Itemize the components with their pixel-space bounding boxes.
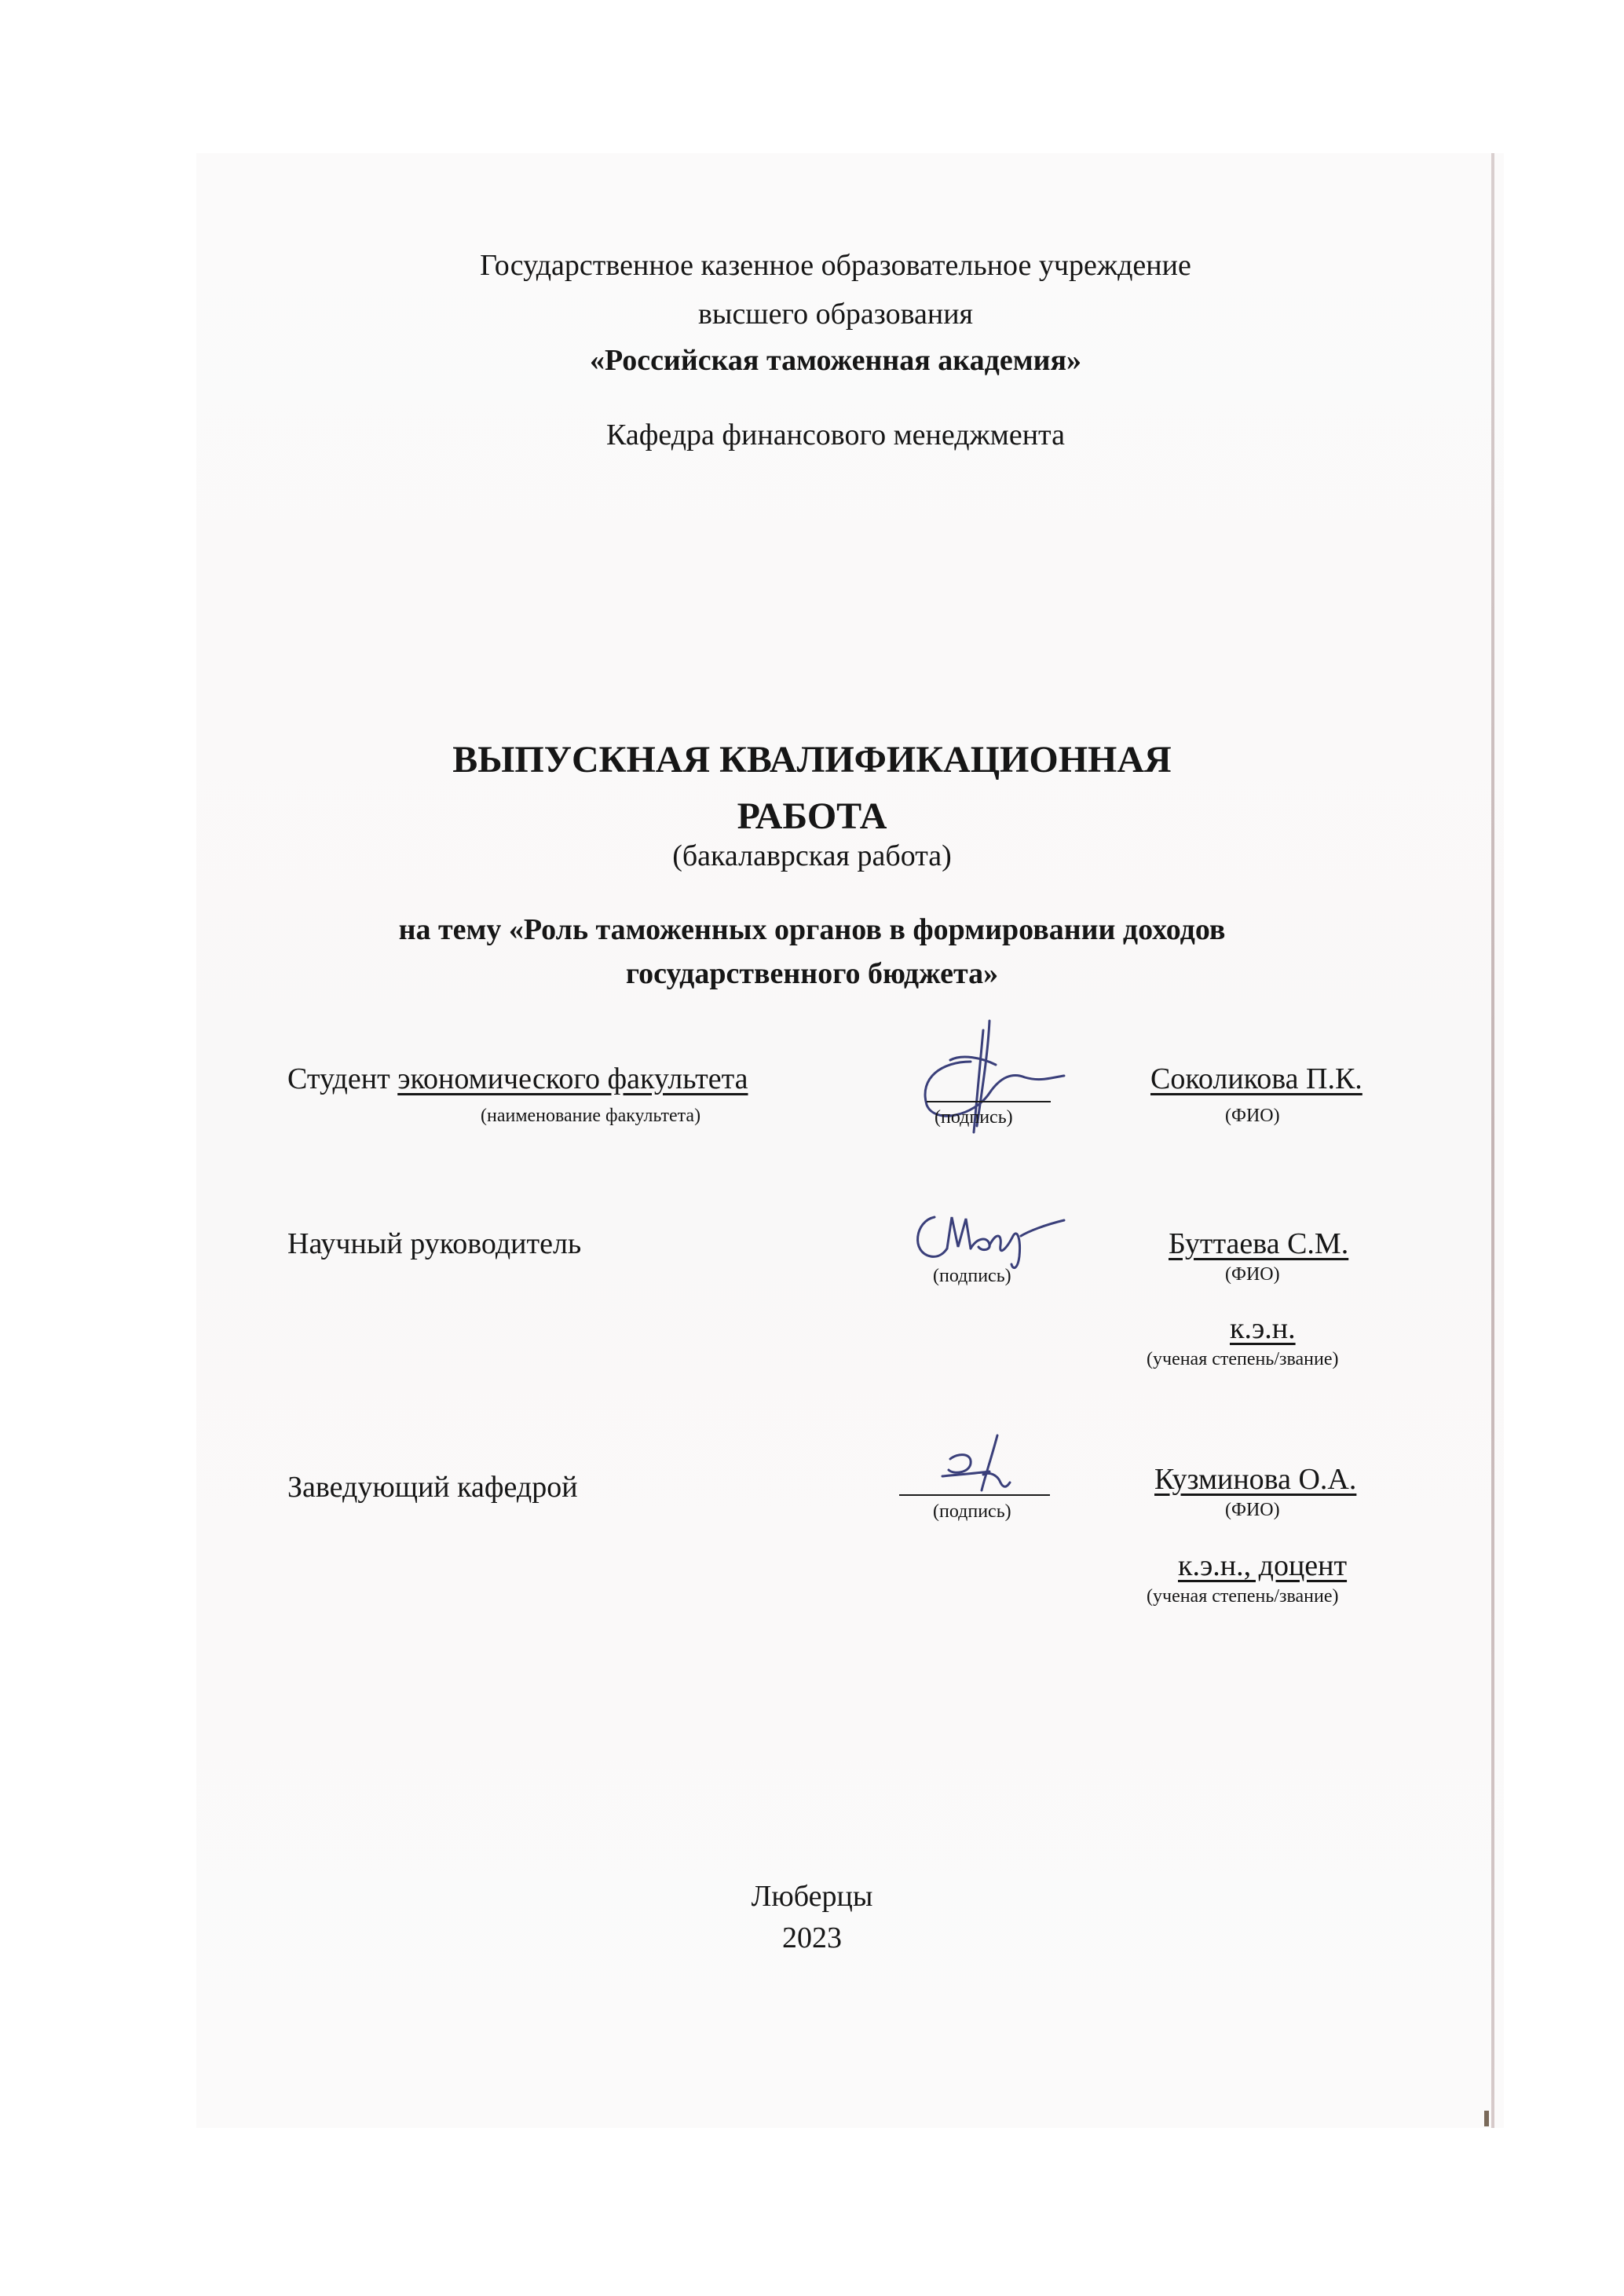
faculty-caption: (наименование факультета): [481, 1106, 701, 1126]
head-name: Кузминова О.А.: [1154, 1463, 1357, 1496]
supervisor-degree-caption: (ученая степень/звание): [1147, 1349, 1339, 1369]
student-signature-line: [927, 1101, 1051, 1102]
head-name-caption: (ФИО): [1225, 1500, 1280, 1520]
edge-mark: [1484, 2111, 1489, 2126]
supervisor-signature: [903, 1201, 1068, 1272]
head-signature-caption: (подпись): [933, 1501, 1011, 1522]
head-degree: к.э.н., доцент: [1178, 1549, 1348, 1582]
student-name-caption: (ФИО): [1225, 1106, 1280, 1126]
supervisor-signature-caption: (подпись): [933, 1266, 1011, 1286]
supervisor-name-caption: (ФИО): [1225, 1264, 1280, 1285]
document-title-line-2: РАБОТА: [737, 795, 887, 837]
footer-year: 2023: [782, 1921, 842, 1954]
document-subtitle: (бакалаврская работа): [672, 839, 952, 872]
institution-name: «Российская таможенная академия»: [589, 344, 1082, 377]
footer-city: Люберцы: [751, 1880, 873, 1913]
head-label: Заведующий кафедрой: [287, 1471, 578, 1504]
head-signature: [935, 1428, 1037, 1498]
supervisor-label: Научный руководитель: [287, 1227, 582, 1260]
topic-line-2: государственного бюджета»: [625, 957, 999, 990]
supervisor-name: Буттаева С.М.: [1169, 1227, 1349, 1260]
topic-line-1: на тему «Роль таможенных органов в формировании доходов: [398, 913, 1226, 946]
student-name: Соколикова П.К.: [1150, 1062, 1362, 1095]
head-degree-caption: (ученая степень/звание): [1147, 1586, 1339, 1607]
head-signature-line: [899, 1494, 1050, 1496]
supervisor-degree: к.э.н.: [1230, 1312, 1296, 1345]
student-faculty: экономического факультета: [397, 1062, 748, 1095]
institution-line-2: высшего образования: [697, 298, 974, 331]
document-title-line-1: ВЫПУСКНАЯ КВАЛИФИКАЦИОННАЯ: [452, 739, 1172, 781]
student-signature-caption: (подпись): [935, 1107, 1013, 1128]
student-label: Студент: [287, 1062, 390, 1095]
student-row: [287, 1062, 748, 1096]
department-name: Кафедра финансового менеджмента: [606, 419, 1065, 452]
institution-line-1: Государственное казенное образовательное учреждение: [480, 249, 1191, 282]
